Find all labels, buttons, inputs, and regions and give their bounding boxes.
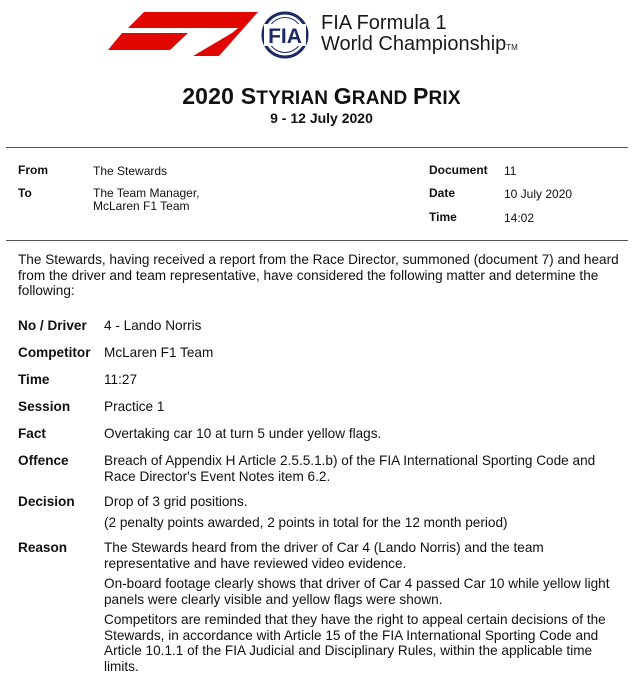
to-label: To [18,186,32,200]
date-value: 10 July 2020 [504,187,573,201]
championship-title [321,13,518,58]
reason-paragraph-1: The Stewards heard from the driver of Car 4 (Lando Norris) and the team representative and have reviewed video evidence. [104,540,544,571]
fia-logo-icon [256,10,314,60]
incident-time-value: 11:27 [104,372,138,387]
competitor-label: Competitor [18,345,91,360]
document-value: 11 [504,164,517,178]
time-label: Time [429,210,457,224]
event-dates: 9 - 12 July 2020 [270,110,373,126]
decision-penalty: Drop of 3 grid positions. [104,494,248,509]
fact-label: Fact [18,426,46,441]
session-label: Session [18,399,71,414]
championship-line-1: FIA Formula 1 [321,12,447,34]
fia-logo-text: FIA [268,25,302,48]
competitor-value: McLaren F1 Team [104,345,214,360]
date-label: Date [429,186,456,200]
divider-top [6,147,628,148]
decision-value [104,494,624,535]
trademark-mark: TM [506,43,518,52]
incident-time-label: Time [18,372,50,387]
reason-paragraph-3: Competitors are reminded that they have the right to appeal certain decisions of the Stewards, in accordance with Article 15 of the FIA International Sporting Code and Article 10.1.1 of the FIA Judicial and Disciplinary Rules, within the applicable time limits. [104,612,606,674]
decision-label: Decision [18,494,75,509]
event-title: 2020 STYRIAN GRAND PRIX [182,83,461,109]
offence-value: Breach of Appendix H Article 2.5.5.1.b) of the FIA International Sporting Code and Race Director's Event Notes item 6.2. [104,453,596,484]
intro-paragraph: The Stewards, having received a report from the Race Director, summoned (document 7) and heard from the driver and team representative, have considered the following matter and determine the following: [18,252,619,298]
decision-points: (2 penalty points awarded, 2 points in total for the 12 month period) [104,514,508,530]
from-label: From [18,163,48,177]
session-value: Practice 1 [104,399,165,414]
f1-logo-icon [108,12,258,56]
reason-value [104,540,624,679]
driver-value: 4 - Lando Norris [104,318,202,333]
document-label: Document [429,163,488,177]
time-value: 14:02 [504,211,535,225]
reason-paragraph-2: On-board footage clearly shows that driver of Car 4 passed Car 10 while yellow light panels were clearly visible and yellow flags were shown. [104,576,610,607]
divider-bottom [6,240,628,241]
driver-label: No / Driver [18,318,87,333]
championship-line-2: World ChampionshipTM [321,33,518,55]
from-value: The Stewards [93,164,168,178]
to-value: The Team Manager, McLaren F1 Team [93,186,200,213]
document-header [0,0,643,80]
reason-label: Reason [18,540,68,555]
fact-value: Overtaking car 10 at turn 5 under yellow flags. [104,426,382,441]
offence-label: Offence [18,453,69,468]
